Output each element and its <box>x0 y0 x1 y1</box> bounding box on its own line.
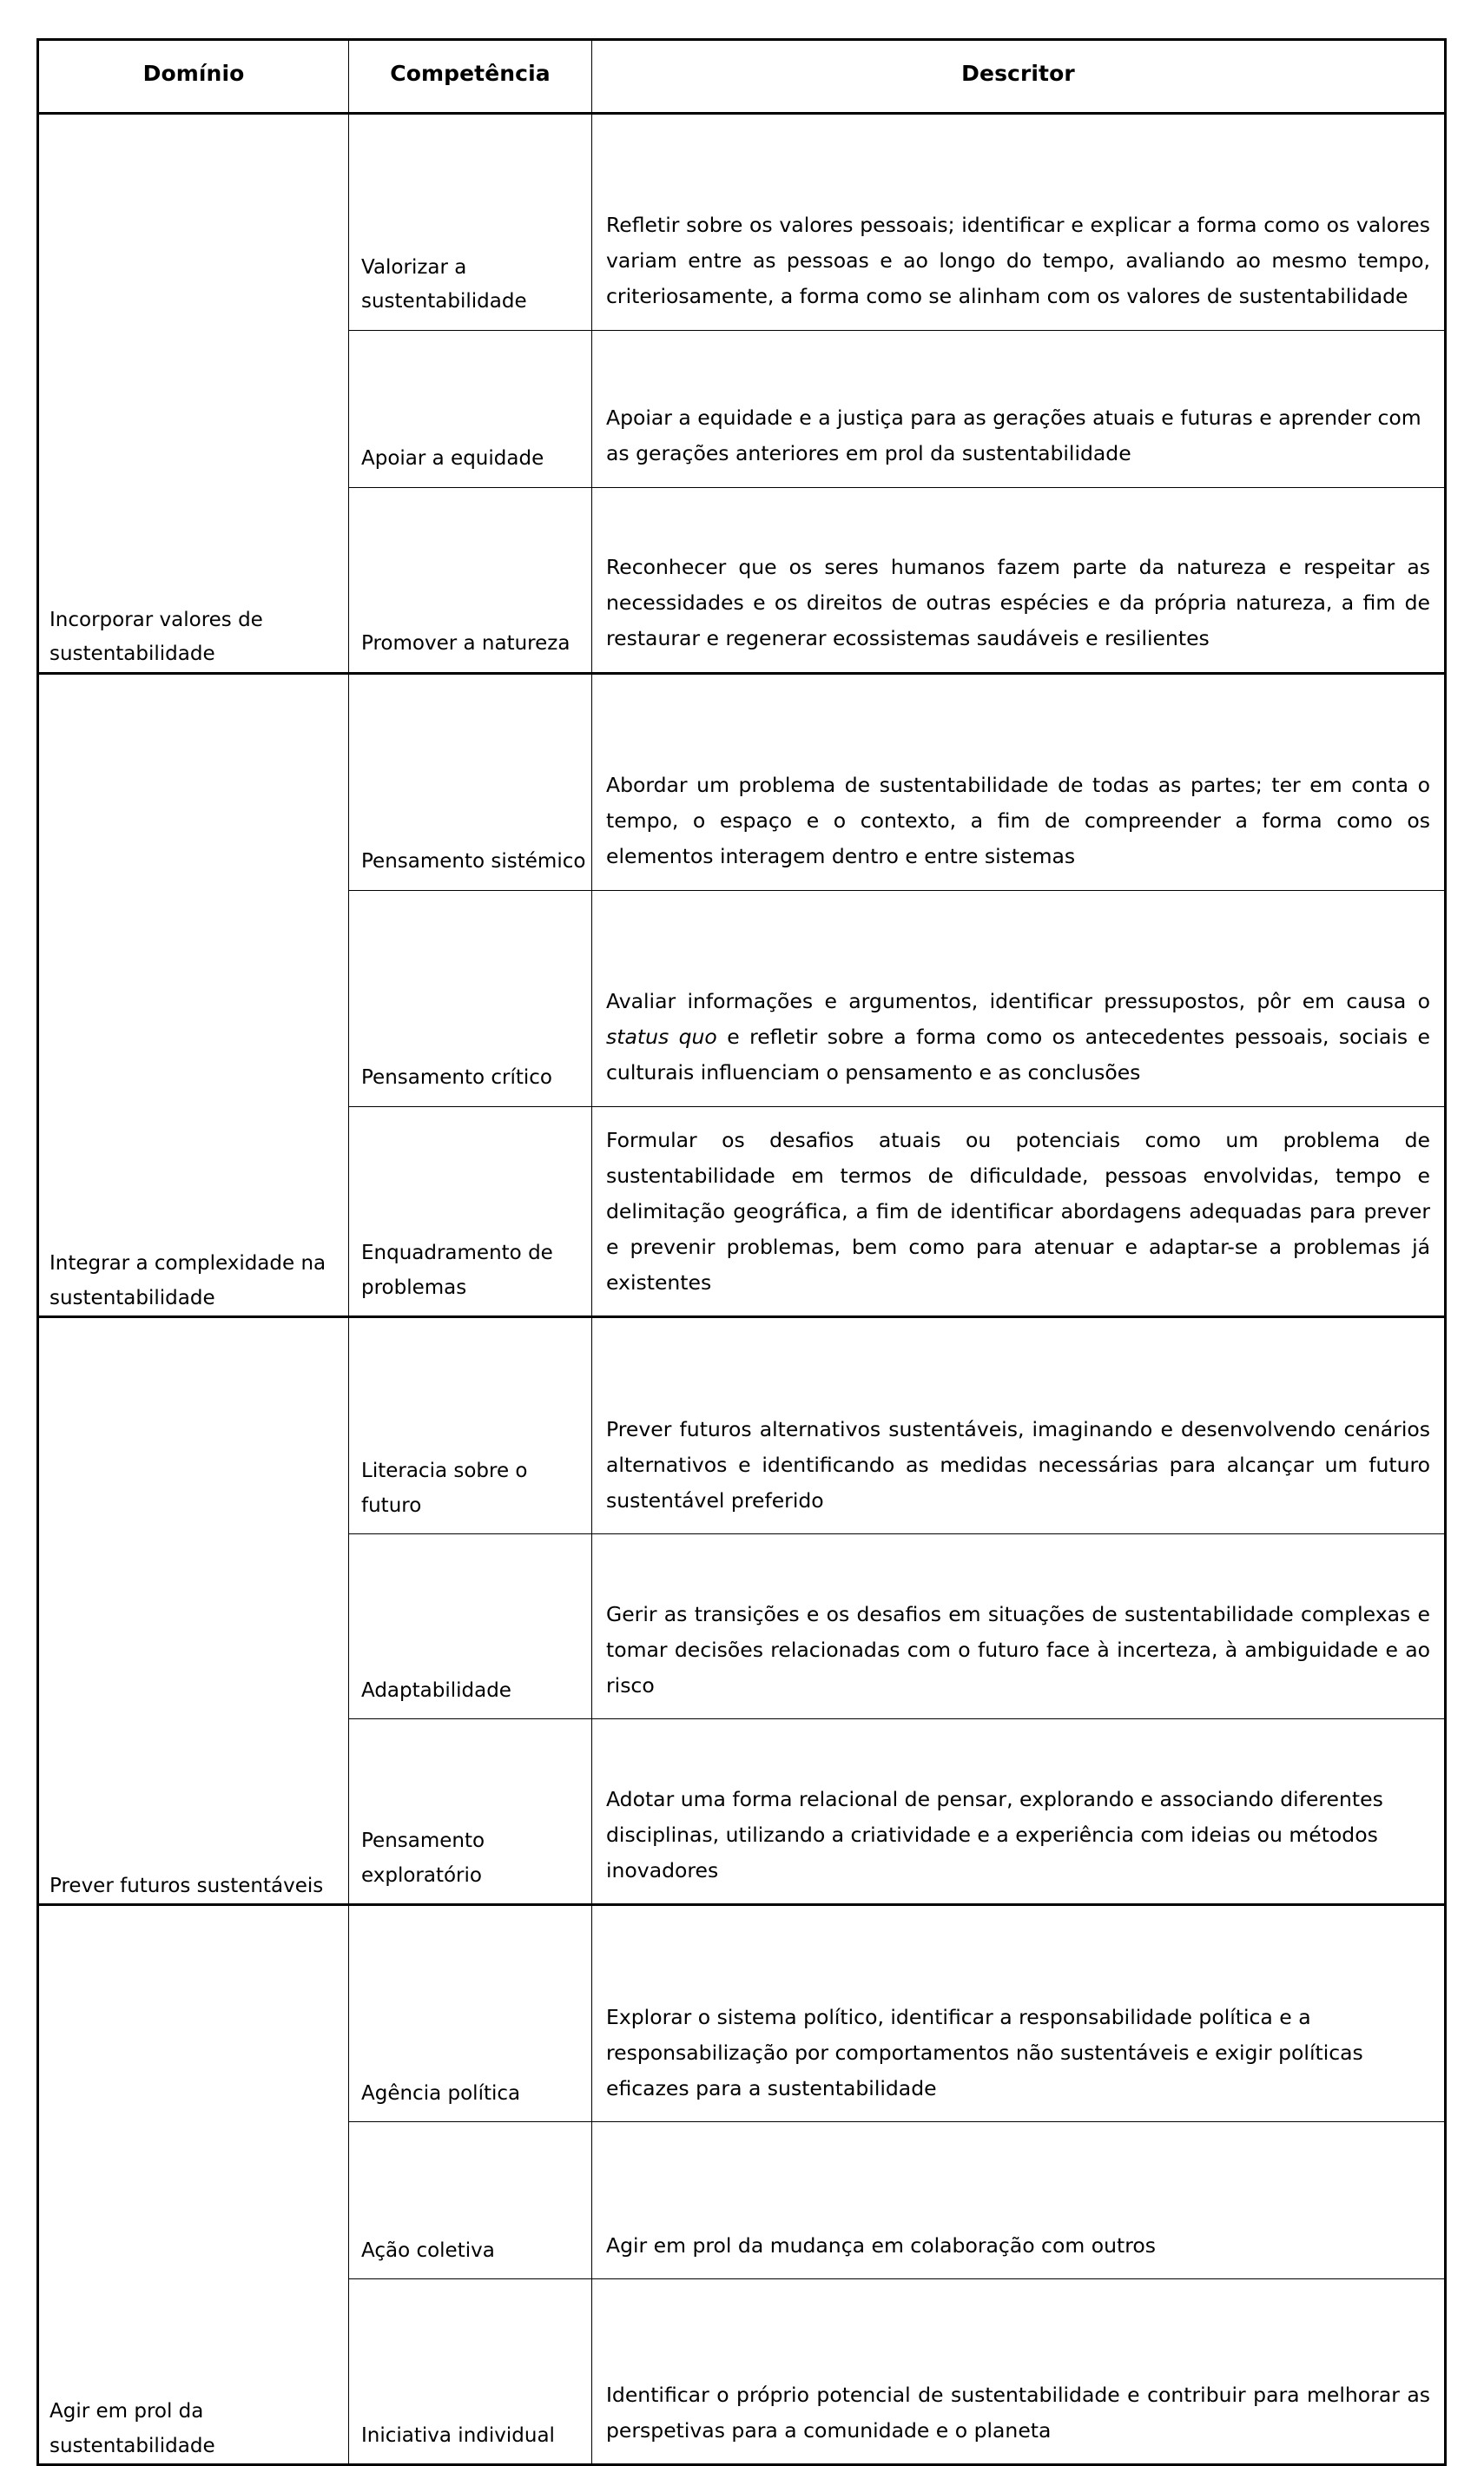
descriptor-text: Gerir as transições e os desafios em situações de sustentabilidade complexas e tomar decisões relacionadas com o futuro face à incerteza, à ambiguidade e ao risco <box>606 1601 1430 1698</box>
competence-label: Pensamento sistémico <box>361 850 586 874</box>
table-row <box>38 114 1446 331</box>
table-header-row <box>38 40 1446 114</box>
descriptor-text: Agir em prol da mudança em colaboração com outros <box>606 2232 1156 2258</box>
competence-cell-1-1 <box>349 891 592 1107</box>
competence-label: Pensamento exploratório <box>361 1830 485 1887</box>
domain-label: Integrar a complexidade na sustentabilidade <box>49 1252 326 1309</box>
descriptor-text: Formular os desafios atuais ou potenciais como um problema de sustentabilidade em termos de dificuldade, pessoas envolvidas, tempo e delimitação geográfica, a fim de identificar abordagens adequadas para prever e prevenir problemas, bem como para atenuar e adaptar-se a problemas já existentes <box>606 1128 1430 1295</box>
column-header-descritor-label: Descritor <box>961 61 1075 86</box>
competence-label: Agência política <box>361 2081 521 2105</box>
descriptor-cell-2-0 <box>592 1317 1446 1534</box>
descriptor-text: Apoiar a equidade e a justiça para as gerações atuais e futuras e aprender com as gerações anteriores em prol da sustentabilidade <box>606 406 1421 466</box>
domain-label: Prever futuros sustentáveis <box>49 1874 324 1897</box>
descriptor-cell-0-1 <box>592 331 1446 488</box>
domain-cell-0 <box>38 114 349 674</box>
table-body <box>38 114 1446 2465</box>
descriptor-cell-2-1 <box>592 1534 1446 1719</box>
table-row <box>38 1905 1446 2122</box>
descriptor-text: Reconhecer que os seres humanos fazem parte da natureza e respeitar as necessidades e os direitos de outras espécies e da própria natureza, a fim de restaurar e regenerar ecossistemas saudáveis e resilientes <box>606 555 1430 651</box>
domain-label: Incorporar valores de sustentabilidade <box>49 608 263 666</box>
competence-label: Pensamento crítico <box>361 1066 553 1090</box>
descriptor-text: Identificar o próprio potencial de sustentabilidade e contribuir para melhorar as perspetivas para a comunidade e o planeta <box>606 2382 1430 2443</box>
descriptor-text: Explorar o sistema político, identificar a responsabilidade política e a responsabilização por comportamentos não sustentáveis e exigir políticas eficazes para a sustentabilidade <box>606 2004 1363 2100</box>
competence-cell-0-0 <box>349 114 592 331</box>
column-header-dominio <box>38 40 349 114</box>
descriptor-cell-1-2 <box>592 1107 1446 1317</box>
domain-cell-1 <box>38 674 349 1317</box>
competence-cell-1-2 <box>349 1107 592 1317</box>
descriptor-cell-0-2 <box>592 488 1446 674</box>
table-row <box>38 674 1446 891</box>
competence-label: Iniciativa individual <box>361 2423 555 2447</box>
competence-cell-3-1 <box>349 2122 592 2279</box>
descriptor-text: Prever futuros alternativos sustentáveis, imaginando e desenvolvendo cenários alternativos e identificando as medidas necessárias para alcançar um futuro sustentável preferido <box>606 1416 1430 1513</box>
table-header <box>38 40 1446 114</box>
competence-label: Promover a natureza <box>361 632 571 656</box>
competence-cell-2-2 <box>349 1719 592 1905</box>
column-header-dominio-label: Domínio <box>142 61 245 86</box>
descriptor-cell-1-0 <box>592 674 1446 891</box>
descriptor-cell-3-2 <box>592 2279 1446 2465</box>
competences-table <box>36 38 1447 2466</box>
column-header-descritor <box>592 40 1446 114</box>
competence-label: Adaptabilidade <box>361 1678 511 1702</box>
table-row <box>38 1317 1446 1534</box>
descriptor-cell-2-2 <box>592 1719 1446 1905</box>
descriptor-cell-3-1 <box>592 2122 1446 2279</box>
column-header-competencia-label: Competência <box>390 61 551 86</box>
domain-label: Agir em prol da sustentabilidade <box>49 2400 215 2457</box>
column-header-competencia <box>349 40 592 114</box>
competence-label: Literacia sobre o futuro <box>361 1460 528 1517</box>
competence-label: Ação coletiva <box>361 2239 495 2262</box>
competence-cell-3-0 <box>349 1905 592 2122</box>
competence-label: Valorizar a sustentabilidade <box>361 255 527 313</box>
competence-cell-3-2 <box>349 2279 592 2465</box>
competence-cell-0-2 <box>349 488 592 674</box>
competence-label: Apoiar a equidade <box>361 447 544 471</box>
descriptor-cell-1-1 <box>592 891 1446 1107</box>
competence-cell-2-0 <box>349 1317 592 1534</box>
competence-cell-1-0 <box>349 674 592 891</box>
descriptor-text: Avaliar informações e argumentos, identificar pressupostos, pôr em causa o status quo e refletir sobre a forma como os antecedentes pessoais, sociais e culturais influenciam o pensamento e as conclusões <box>606 989 1431 1085</box>
competence-cell-0-1 <box>349 331 592 488</box>
domain-cell-2 <box>38 1317 349 1905</box>
competence-cell-2-1 <box>349 1534 592 1719</box>
domain-cell-3 <box>38 1905 349 2465</box>
descriptor-cell-3-0 <box>592 1905 1446 2122</box>
descriptor-text: Refletir sobre os valores pessoais; identificar e explicar a forma como os valores variam entre as pessoas e ao longo do tempo, avaliando ao mesmo tempo, criteriosamente, a forma como se alinham com os valores de sustentabilidade <box>606 213 1430 309</box>
descriptor-text: Abordar um problema de sustentabilidade de todas as partes; ter em conta o tempo, o espaço e o contexto, a fim de compreender a forma como os elementos interagem dentro e entre sistemas <box>606 773 1430 869</box>
descriptor-cell-0-0 <box>592 114 1446 331</box>
competence-label: Enquadramento de problemas <box>361 1242 553 1299</box>
descriptor-text: Adotar uma forma relacional de pensar, explorando e associando diferentes disciplinas, utilizando a criatividade e a experiência com ideias ou métodos inovadores <box>606 1786 1383 1882</box>
